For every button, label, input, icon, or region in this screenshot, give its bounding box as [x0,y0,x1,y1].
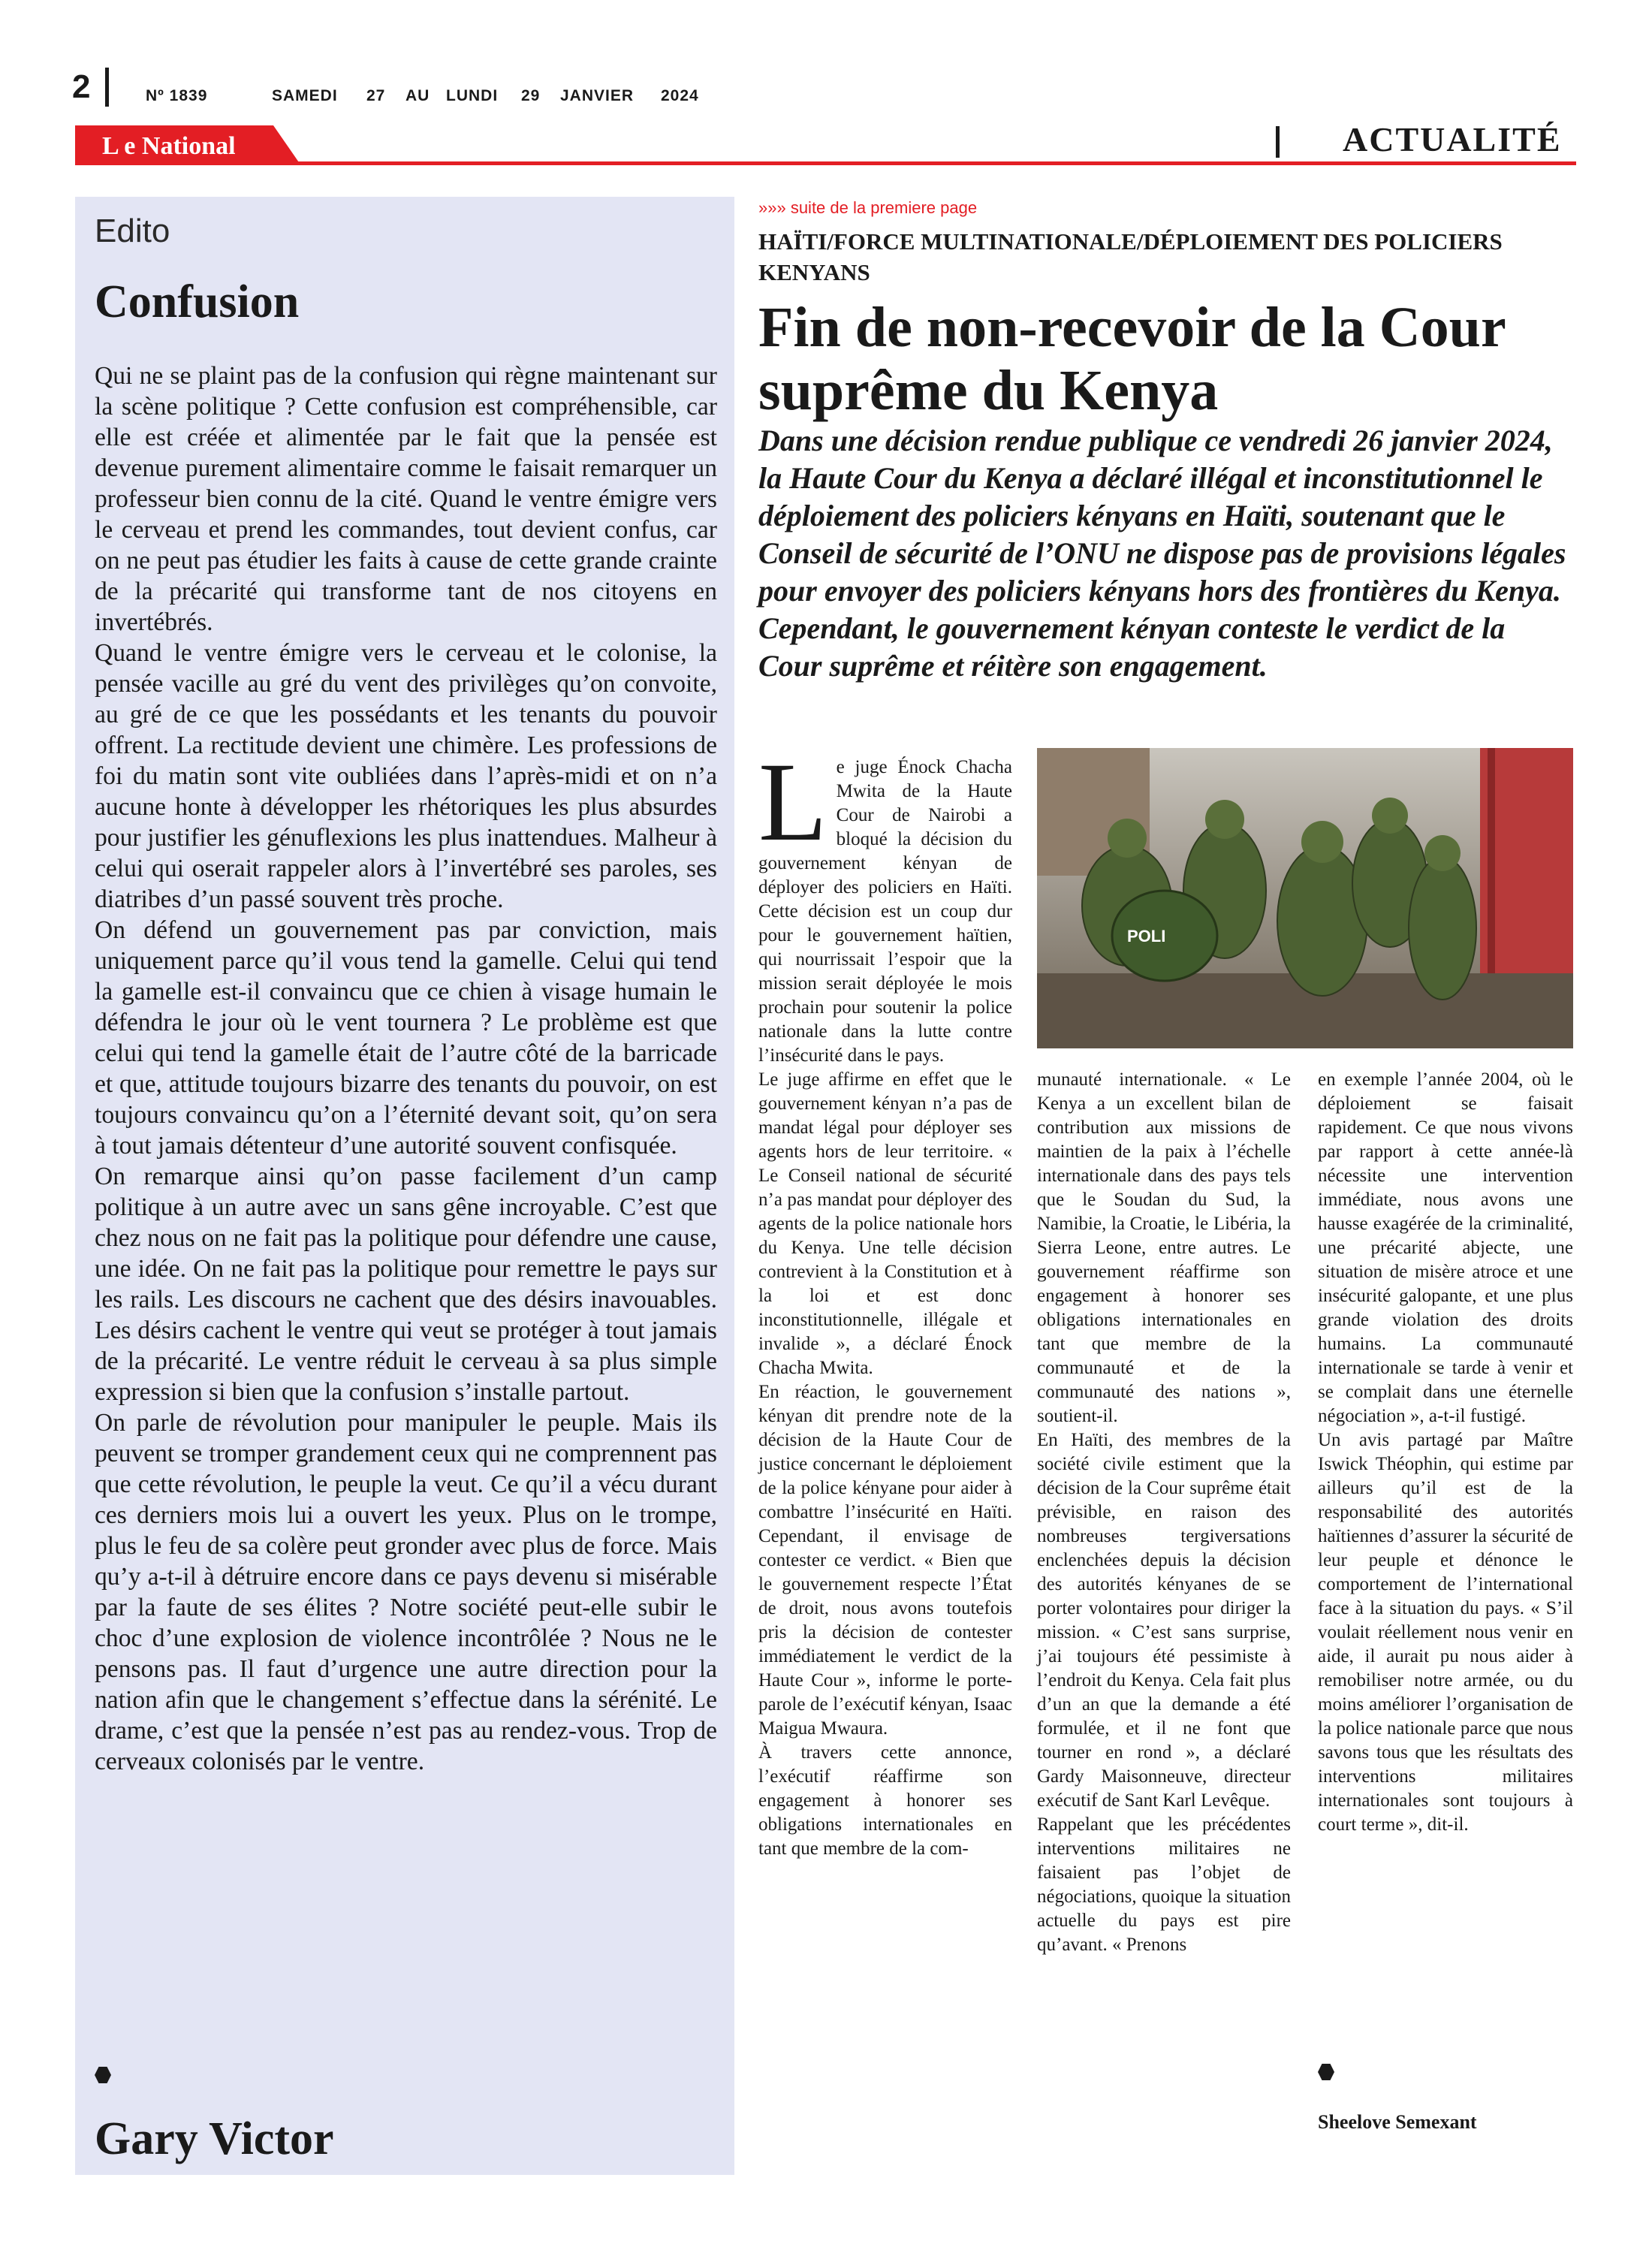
shield-label: POLI [1127,927,1166,946]
brand-name: L e National [102,132,236,160]
article-paragraph: en exemple l’année 2004, où le déploiement se faisait rapidement. Ce que nous vivons par rapport à cette année-là nécessite une intervention immédiate, nous avons une hausse exagérée de la criminalité, une précarité abjecte, une situation de misère atroce et une insécurité galopante, et une plus grande violation des droits humains. La communauté internationale se tarde à venir et se complait dans une éternelle négociation », a-t-il fustigé. [1318,1069,1573,1426]
date-day-end: 29 [521,87,541,104]
page-number-divider [105,68,109,107]
date-day-start: 27 [366,87,386,104]
article-paragraph: munauté internationale. « Le Kenya a un excellent bilan de contribution aux missions de maintien de la paix à l’échelle internationale dans des pays tels que le Soudan du Sud, la Namibie, la Croatie, le Libéria, la Sierra Leone, entre autres. Le gouvernement réaffirme son engagement à honorer ses obligations internationales en tant que membre de la communauté et de la communauté des nations », soutient-il. [1037,1069,1291,1426]
hexagon-end-mark-icon [95,2067,111,2083]
edito-paragraph: Qui ne se plaint pas de la confusion qui règne maintenant sur la scène politique ? Cette confusion est compréhensible, car elle est créée et alimentée par le fait que la pensée est devenue purement alimentaire comme le faisait remarquer un professeur bien connu de la cité. Quand le ventre émigre vers le cerveau et prend les commandes, tout devient confus, car on ne peut pas étudier les faits à cause de cette grande crainte de la précarité qui transforme tant de nos citoyens en invertébrés. [95,362,717,636]
date-month: JANVIER [560,87,635,104]
edito-label: Edito [95,213,170,249]
article-paragraph: En réaction, le gouvernement kényan dit prendre note de la décision de la Haute Cour de justice concernant le déploiement de la police kényane pour aider à combattre l’insécurité en Haïti. Cependant, il envisage de contester ce verdict. « Bien que le gouvernement respecte l’État de droit, nous avons toutefois pris la décision de contester immédiatement le verdict de la Haute Cour », informe le porte-parole de l’exécutif kényan, Isaac Maigua Mwaura. [758,1382,1012,1739]
article-paragraph: En Haïti, des membres de la société civile estiment que la décision de la Cour suprême était prévisible, en raison des nombreuses tergiversations enclenchées depuis la décision des autorités kényanes de se porter volontaires pour diriger la mission. « C’est sans surprise, j’ai toujours été pessimiste à l’endroit du Kenya. Cela fait plus d’un an que la demande a été formulée, et il ne font que tourner en rond », a déclaré Gardy Maisonneuve, directeur exécutif de Sant Karl Levêque. [1037,1430,1291,1811]
edito-title: Confusion [95,276,300,327]
hexagon-end-mark-icon [1318,2064,1334,2080]
continued-note: »»» suite de la premiere page [758,198,978,217]
article-byline: Sheelove Semexant [1318,2111,1477,2133]
date-au: AU [405,87,430,104]
article-paragraph: À travers cette annonce, l’exécutif réaffirme son engagement à honorer ses obligations internationales en tant que membre de la com- [758,1742,1012,1859]
article-column-3 [1318,1068,1573,1837]
article-photo [1037,748,1573,1048]
edito-author: Gary Victor [95,2113,334,2164]
section-divider [1276,126,1280,158]
page-number: 2 [72,68,91,105]
article-column-2 [1037,1068,1291,1957]
section-title: ACTUALITÉ [1343,120,1562,158]
edito-paragraph: On parle de révolution pour manipuler le peuple. Mais ils peuvent se tromper grandement ceux qui ne comprennent pas que cette révolution, le peuple la veut. Ce qu’il a vécu durant ces derniers mois lui a ouvert les yeux. Plus on le trompe, plus le feu de sa colère peut gronder avec plus de force. Mais qu’y a-t-il à détruire encore dans ce pays devenu si misérable par la faute de ses élites ? Notre société peut-elle subir le choc d’une explosion de violence incontrôlée ? Nous ne le pensons pas. Il faut d’urgence une autre direction pour la nation afin que le changement s’effectue dans la sérénité. Le drame, c’est que la pensée n’est pas au rendez-vous. Trop de cerveaux colonisés par le ventre. [95,1409,717,1775]
date-weekday-end: LUNDI [446,87,499,104]
article-paragraph: e juge Énock Chacha Mwita de la Haute Cour de Nairobi a bloqué la décision du gouvernement kényan de déployer des policiers en Haïti. Cette décision est un coup dur pour le gouvernement haïtien, qui nourrissait l’espoir que la mission serait déployée le mois prochain pour soutenir la police nationale dans la lutte contre l’insécurité dans le pays. [758,757,1012,1066]
police-photo-image [1037,748,1573,1048]
date-year: 2024 [661,87,699,104]
date-weekday-start: SAMEDI [272,87,338,104]
edito-paragraph: Quand le ventre émigre vers le cerveau et le colonise, la pensée vacille au gré du vent des privilèges qu’on convoite, au gré de ce que les possédants et les tenants du pouvoir offrent. La rectitude devient une chimère. Les professions de foi du matin sont vite oubliées dans l’après-midi et on n’a aucune honte à développer les rhétoriques les plus absurdes pour justifier les génuflexions les plus inattendues. Malheur à celui qui oserait rappeler alors à l’invertébré ses paroles, ses diatribes d’un passé souvent très proche. [95,639,717,913]
edito-paragraph: On défend un gouvernement pas par conviction, mais uniquement parce qu’il vous tend la gamelle. Celui qui tend la gamelle est-il convaincu que ce chien à visage humain le défendra le jour où le vent tournera ? Le problème est que celui qui tend la gamelle était de l’autre côté de la barricade et que, attitude toujours bizarre des tenants du pouvoir, on est toujours convaincu qu’on a l’éternité devant soit, qu’on sera à tout jamais détenteur d’une autorité souvent confisquée. [95,916,717,1160]
article-lead: Dans une décision rendue publique ce vendredi 26 janvier 2024, la Haute Cour du Kenya a déclaré illégal et inconstitutionnel le déploiement des policiers kényans en Haïti, soutenant que le Conseil de sécurité de l’ONU ne dispose pas de provisions légales pour envoyer des policiers kényans hors des frontières du Kenya. Cependant, le gouvernement kényan conteste le verdict de la Cour suprême et réitère son engagement. [758,424,1566,683]
article-kicker: HAÏTI/FORCE MULTINATIONALE/DÉPLOIEMENT DES POLICIERS KENYANS [758,228,1503,285]
article-end-mark [1318,2064,1334,2084]
edito-end-mark [95,2067,111,2087]
article-paragraph: Un avis partagé par Maître Iswick Théophin, qui estime par ailleurs qu’il est de la responsabilité des autorités haïtiennes d’assurer la sécurité de leur peuple et dénonce le comportement de l’international face à la situation du pays. « S’il voulait réellement nous venir en aide, il aurait pu nous aider à remobiliser notre armée, ou du moins améliorer l’organisation de la police nationale parce que nous savons tous que les résultats des interventions militaires internationales sont toujours à court terme », dit-il. [1318,1430,1573,1835]
edito-paragraph: On remarque ainsi qu’on passe facilement d’un camp politique à un autre avec un sans gêne incroyable. C’est que chez nous on ne fait pas la politique pour défendre une cause, une idée. On ne fait pas la politique pour remettre le pays sur les rails. Les discours ne cachent que des désirs inavouables. Les désirs cachent le ventre qui veut se protéger à tout jamais de la précarité. Le ventre réduit le cerveau à sa plus simple expression si bien que la confusion s’installe partout. [95,1163,717,1406]
drop-cap: L [758,740,828,864]
article-headline: Fin de non-recevoir de la Cour suprême du Kenya [758,296,1506,422]
article-paragraph: Rappelant que les précédentes interventions militaires ne faisaient pas l’objet de négociations, quoique la situation actuelle du pays est pire qu’avant. « Prenons [1037,1814,1291,1955]
issue-number: Nº 1839 [146,87,208,104]
article-paragraph: Le juge affirme en effet que le gouvernement kényan n’a pas de mandat légal pour déployer ses agents hors de leur territoire. « Le Conseil national de sécurité n’a pas mandat pour déployer des agents de la police nationale hors du Kenya. Une telle décision contrevient à la Constitution et à la loi et est donc inconstitutionnelle, illégale et invalide », a déclaré Énock Chacha Mwita. [758,1069,1012,1378]
edito-body [95,360,717,1777]
article-column-1 [758,740,1012,1861]
